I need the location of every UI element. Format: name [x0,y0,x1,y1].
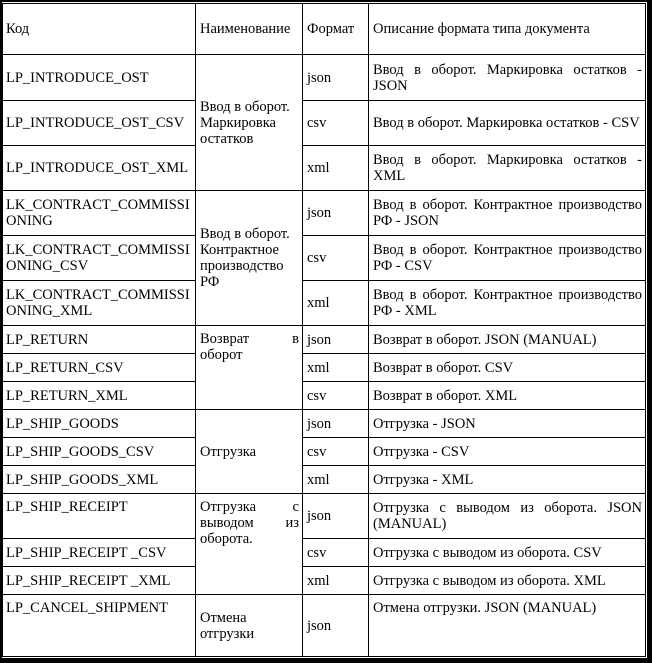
description-cell: Возврат в оборот. CSV [369,354,646,382]
table-row [3,410,646,438]
format-cell: json [303,410,369,438]
table-row [3,494,646,539]
name-cell: Отгрузка [196,410,303,494]
code-cell: LP_SHIP_RECEIPT [3,494,196,539]
code-cell: LP_SHIP_RECEIPT _XML [3,567,196,595]
description-cell: Отгрузка с выводом из оборота. XML [369,567,646,595]
description-cell: Отгрузка с выводом из оборота. JSON (MANUAL) [369,494,646,539]
code-cell: LP_RETURN [3,326,196,354]
table-row [3,466,646,494]
name-cell: Отмена отгрузки [196,595,303,657]
format-cell: csv [303,382,369,410]
description-cell: Ввод в оборот. Маркировка остатков - CSV [369,101,646,146]
code-cell: LP_CANCEL_SHIPMENT [3,595,196,657]
code-cell: LP_RETURN_XML [3,382,196,410]
description-cell: Отгрузка с выводом из оборота. CSV [369,539,646,567]
table-row [3,101,646,146]
table-row [3,595,646,657]
code-cell: LP_SHIP_RECEIPT _CSV [3,539,196,567]
code-cell: LP_INTRODUCE_OST_XML [3,146,196,191]
code-cell: LP_INTRODUCE_OST [3,55,196,101]
format-cell: xml [303,354,369,382]
table-header-row [3,4,646,55]
table-row [3,354,646,382]
name-cell: Ввод в оборот. Контрактное производство РФ [196,191,303,326]
format-cell: csv [303,539,369,567]
format-cell: xml [303,146,369,191]
format-cell: xml [303,281,369,326]
code-cell: LK_CONTRACT_COMMISSIONING_CSV [3,236,196,281]
table-row [3,382,646,410]
header-format: Формат [303,4,369,55]
description-cell: Отмена отгрузки. JSON (MANUAL) [369,595,646,657]
description-cell: Отгрузка - CSV [369,438,646,466]
description-cell: Ввод в оборот. Маркировка остатков - JSON [369,55,646,101]
table-row [3,146,646,191]
format-cell: xml [303,567,369,595]
header-code: Код [3,4,196,55]
format-cell: json [303,494,369,539]
code-cell: LP_SHIP_GOODS_CSV [3,438,196,466]
description-cell: Возврат в оборот. JSON (MANUAL) [369,326,646,354]
format-cell: json [303,55,369,101]
description-cell: Возврат в оборот. XML [369,382,646,410]
description-cell: Ввод в оборот. Контрактное производство РФ - JSON [369,191,646,236]
table-row [3,281,646,326]
description-cell: Отгрузка - XML [369,466,646,494]
name-cell: Ввод в оборот. Маркировка остатков [196,55,303,191]
description-cell: Ввод в оборот. Контрактное производство РФ - XML [369,281,646,326]
code-cell: LK_CONTRACT_COMMISSIONING_XML [3,281,196,326]
table-row [3,326,646,354]
document-format-table [2,3,646,657]
format-cell: json [303,326,369,354]
code-cell: LP_RETURN_CSV [3,354,196,382]
table-row [3,539,646,567]
table-row [3,191,646,236]
code-cell: LP_INTRODUCE_OST_CSV [3,101,196,146]
format-cell: csv [303,236,369,281]
table-row [3,55,646,101]
name-cell: Отгрузка с выводом из оборота. [196,494,303,595]
format-cell: csv [303,438,369,466]
table-row [3,236,646,281]
code-cell: LP_SHIP_GOODS [3,410,196,438]
description-cell: Отгрузка - JSON [369,410,646,438]
description-cell: Ввод в оборот. Контрактное производство РФ - CSV [369,236,646,281]
table-row [3,567,646,595]
format-cell: json [303,191,369,236]
header-description: Описание формата типа документа [369,4,646,55]
name-cell: Возврат в оборот [196,326,303,410]
format-cell: csv [303,101,369,146]
header-name: Наименование [196,4,303,55]
description-cell: Ввод в оборот. Маркировка остатков - XML [369,146,646,191]
code-cell: LK_CONTRACT_COMMISSIONING [3,191,196,236]
format-cell: xml [303,466,369,494]
table-row [3,438,646,466]
format-cell: json [303,595,369,657]
code-cell: LP_SHIP_GOODS_XML [3,466,196,494]
